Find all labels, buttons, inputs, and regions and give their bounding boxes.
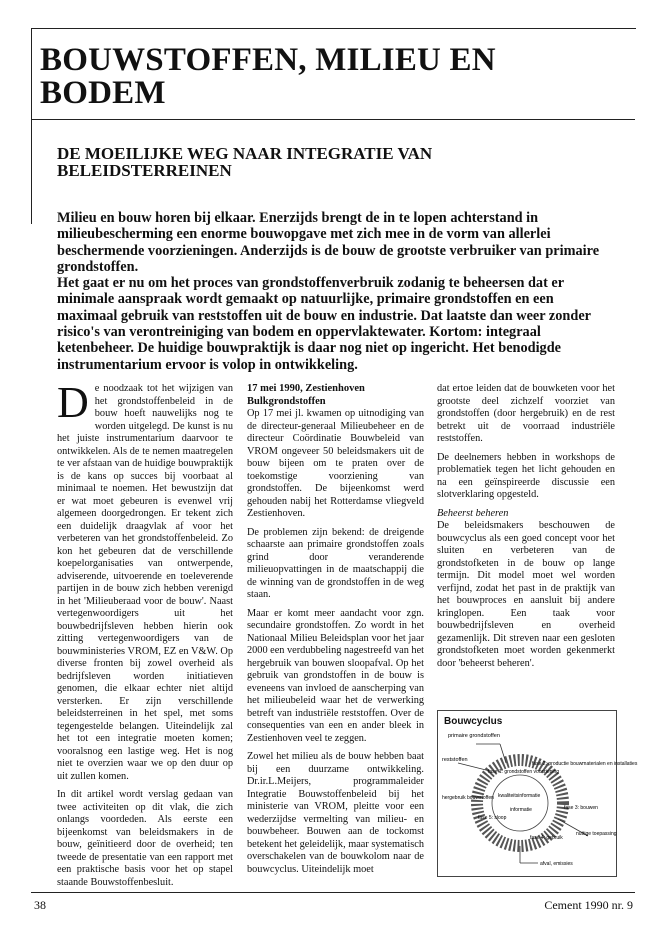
label-primaire: primaire grondstoffen xyxy=(448,733,500,739)
label-reststoffen: reststoffen xyxy=(442,757,468,763)
column-1 xyxy=(57,378,233,895)
column-1-paragraph-1 xyxy=(57,378,233,783)
section-heading-bulk: Bulkgrondstoffen xyxy=(247,395,326,407)
label-fase5: fase 5: sloop xyxy=(478,815,507,821)
title-divider xyxy=(31,119,635,120)
drop-cap: D xyxy=(57,378,89,427)
column-2-paragraph-2: De problemen zijn bekend: de dreigende schaarste aan primaire grondstoffen zoals grind door veranderende milieuopvattingen in de maatschappij die de winning van de grondstoffen in de weg staan. xyxy=(247,526,424,600)
label-hergebruik: hergebruik bouwstoffen xyxy=(442,795,494,801)
column-2-paragraph-1: Op 17 mei jl. kwamen op uitnodiging van de directeur-generaal Milieubeheer en de directeur Coördinatie Bouwbeleid van VROM ongeveer 50 beleidsmakers uit de bouw bijeen om te praten over de toekomstige voorziening van grondstoffen. De bijeenkomst werd gehouden nabij het Rotterdamse vliegveld Zestienhoven. xyxy=(247,408,424,519)
bouwcyclus-figure xyxy=(437,710,638,877)
footer-rule xyxy=(31,892,635,893)
label-kwaliteit: kwaliteitsinformatie xyxy=(498,793,541,799)
figure-title: Bouwcyclus xyxy=(444,716,503,727)
column-2 xyxy=(247,383,424,882)
page-number: 38 xyxy=(34,898,46,912)
label-fase2: fase 2: productie bouwmaterialen en installaties xyxy=(532,761,638,767)
section-heading-date: 17 mei 1990, Zestienhoven xyxy=(247,383,365,394)
section-subhead: Beheerst beheren xyxy=(437,507,509,519)
label-informatie: informatie xyxy=(510,807,532,813)
article-title: BOUWSTOFFEN, MILIEU EN BODEM xyxy=(40,42,496,111)
article-subtitle: DE MOEILIJKE WEG NAAR INTEGRATIE VAN BELEIDSTERREINEN xyxy=(57,144,433,180)
label-nuttige: nuttige toepassing xyxy=(576,831,617,837)
publication-source: Cement 1990 nr. 9 xyxy=(544,898,633,912)
lead-paragraph-1: Milieu en bouw horen bij elkaar. Enerzijds brengt de in te lopen achterstand in milieubescherming een enorme bouwopgave met zich mee in de vorm van allerlei beschermende voorzieningen. Anderzijds is de bouw de grootste verbruiker van primaire grondstoffen. xyxy=(57,210,600,275)
arrow-residue xyxy=(458,763,490,771)
lead-paragraphs xyxy=(57,210,613,373)
info-core xyxy=(492,775,548,831)
label-fase4: fase 4: gebruik xyxy=(530,835,563,841)
column-1-paragraph-1-text: e noodzaak tot het wijzigen van het grondstoffenbeleid in de bouw hoeft nauwelijks nog te worden uitgelegd. De kunst is nu het juiste instrumentarium daarvoor te ontwikkelen. Als de te nemen maatregelen te ver afstaan van de huidige bouwpraktijk is de kans op succes bij voorbaat al minimaal te noemen. Het bewustzijn dat er wat moet gebeuren is evenwel vrij algemeen doorgedrongen. Er tekent zich een duidelijk draagvlak af voor het verbeteren van het grondstoffenbeleid. Zo kon het gebeuren dat de verschillende koepelorganisaties van ontwerpende, adviserende, uitvoerende en toeleverende partijen in de bouw zich hebben verenigd in het 'Milieuberaad voor de bouw'. Naast vertegenwoordigers uit het bouwbedrijfsleven hebben hierin ook zitting vertegenwoordigers van de bouwministeries VROM, EZ en V&W. Op diverse fronten bij zowel overheid als bedrijfsleven worden initiatieven genomen, die elkaar echter niet altijd versterken. Er zijn verschillende beleidsterreinen in het spel, met soms tegengestelde belangen. Uiteindelijk zal het tot een integratie moeten komen; vooralsnog een lastige weg. Het is nog niet te overzien waar we op den duur op uit zullen komen. xyxy=(57,383,233,782)
column-3 xyxy=(437,383,615,676)
column-3-paragraph-3: De beleidsmakers beschouwen de bouwcyclus als een goed concept voor het sluiten en verbeteren van de grondstofketen in de bouw op lange termijn. Dit model moet wel worden verfijnd, zodat het past in de praktijk van het bouwproces en aansluit bij andere kringlopen. Een taak voor bouwbedrijfsleven en overheid gezamenlijk. Dit streven naar een gesloten grondstofketen moet worden gekenmerkt door 'beheerst beheren'. xyxy=(437,520,615,669)
column-2-paragraph-4: Zowel het milieu als de bouw hebben baat bij een duurzame ontwikkeling. Dr.ir.L.Meijers, programmaleider Integratie Bouwstoffenbeleid bij het ministerie van VROM, pleitte voor een wederzijdse vermelting van milieu- en bouwbeheer. Bouwen aan de tockomst betekent het geleidelijk, maar systematisch overschakelen van de bouwkolom naar de bouwcyclus. Uiteindelijk moet xyxy=(247,751,424,875)
frame-left-rule xyxy=(31,28,32,224)
cycle-diagram xyxy=(438,711,638,876)
column-3-paragraph-2: De deelnemers hebben in workshops de problematiek tegen het licht gehouden en na een geïnspireerde discussie een slotverklaring opgesteld. xyxy=(437,451,615,500)
column-2-paragraph-3: Maar er komt meer aandacht voor zgn. secundaire grondstoffen. Zo wordt in het Nationaal Milieu Beleidsplan voor het jaar 2000 een verdubbeling nagestreefd van het hergebruik van bouwen sloopafval. Op het gebruik van grondstoffen in de bouw is eveneens van invloed de aanscherping van het milieubeleid waar het de verwerking betreft van industriële reststoffen. Over de consequenties van een en ander bleek in Zestienhoven veel te zeggen. xyxy=(247,607,424,744)
label-fase3: fase 3: bouwen xyxy=(564,805,598,811)
label-fase1: fase 1: grondstoffen voorziening xyxy=(488,769,560,775)
column-3-paragraph-1: dat ertoe leiden dat de bouwketen voor het grootste deel zichzelf voorziet van grondstoffen (door hergebruik) en de rest betrekt uit de voorraad industriële reststoffen. xyxy=(437,383,615,444)
label-afval: afval, emissies xyxy=(540,861,573,867)
column-1-paragraph-2: In dit artikel wordt verslag gedaan van twee activiteiten op dit vlak, die zich onlangs voordeden. Als eerste een bijeenkomst van beleidsmakers in de bouw, geïnitieerd door de overheid; ten tweede de presentatie van een rapport met een praktische basis voor het op stapel staande Bouwstoffenbesluit. xyxy=(57,789,233,888)
lead-paragraph-2: Het gaat er nu om het proces van grondstoffenverbruik zodanig te beheersen dat er minimale aanspraak wordt gemaakt op natuurlijke, primaire grondstoffen en een maximaal gebruik van reststoffen uit de bouw en industrie. Dat laatste dan weer zonder risico's van verontreiniging van bodem en oppervlaktewater. Kortom: integraal ketenbeheer. De huidige bouwpraktijk is daar nog niet op ingericht. Het benodigde instrumentarium ervoor is volop in ontwikkeling. xyxy=(57,275,591,373)
